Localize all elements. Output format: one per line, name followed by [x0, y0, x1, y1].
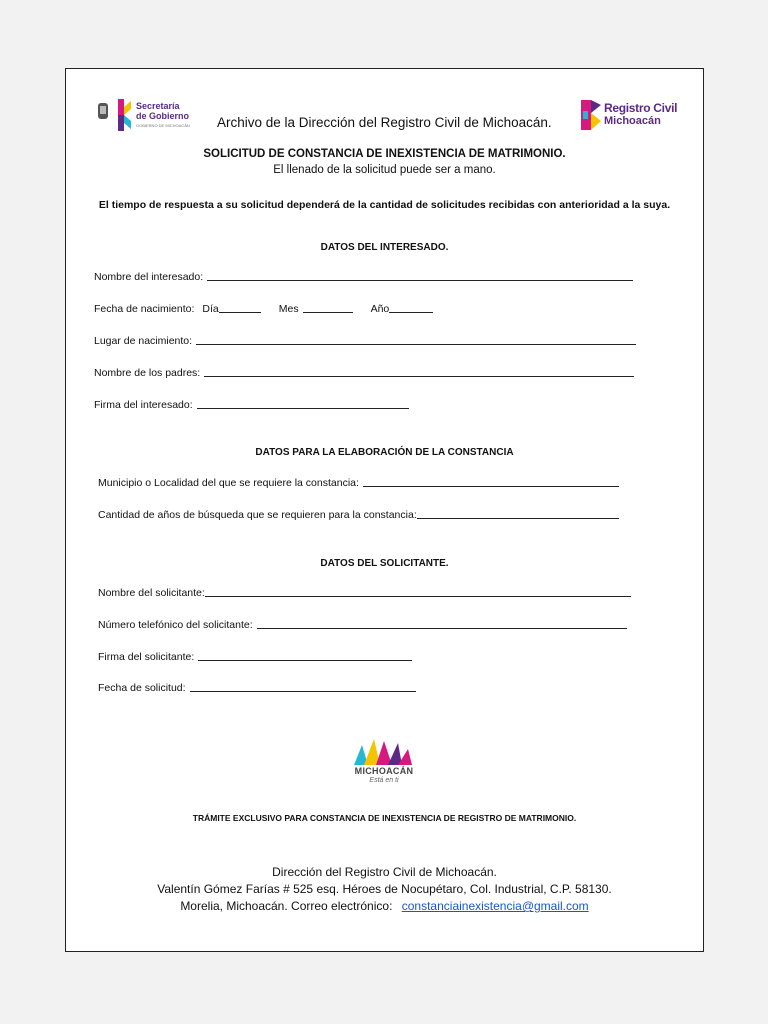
field-telefono-solicitante[interactable] [98, 619, 627, 631]
michoacan-logo [344, 737, 424, 789]
line-telefono-solicitante[interactable] [257, 628, 627, 629]
footer-email-link[interactable]: constanciainexistencia@gmail.com [401, 899, 589, 913]
label-mes: Mes [278, 303, 299, 315]
form-page [65, 68, 704, 952]
line-anios-busqueda[interactable] [417, 518, 619, 519]
line-mes[interactable] [303, 312, 353, 313]
registro-brand-icon [580, 99, 602, 133]
label-anios-busqueda: Cantidad de años de búsqueda que se requieren para la constancia: [98, 509, 417, 521]
registro-civil-logo [580, 99, 680, 135]
response-time-notice: El tiempo de respuesta a su solicitud dependerá de la cantidad de solicitudes recibidas con anterioridad a la suya. [98, 199, 671, 211]
label-nombre-solicitante: Nombre del solicitante: [98, 587, 205, 599]
state-seal-icon [96, 101, 110, 125]
secretaria-logo [96, 97, 206, 139]
secretaria-line2: de Gobierno [136, 111, 190, 121]
field-lugar-nacimiento[interactable] [94, 335, 636, 347]
archive-title: Archivo de la Dirección del Registro Civil de Michoacán. [217, 115, 552, 130]
line-fecha-solicitud[interactable] [190, 691, 416, 692]
form-title: SOLICITUD DE CONSTANCIA DE INEXISTENCIA DE MATRIMONIO. [203, 148, 566, 160]
field-anios-busqueda[interactable] [98, 509, 619, 521]
secretaria-small: GOBIERNO DE MICHOACÁN [136, 123, 190, 128]
footer-line1: Dirección del Registro Civil de Michoacán. [272, 865, 497, 879]
field-firma-solicitante[interactable] [98, 651, 412, 663]
section-heading-constancia: DATOS PARA LA ELABORACIÓN DE LA CONSTANCIA [255, 447, 514, 458]
secretaria-brand-icon [116, 97, 132, 133]
line-firma-solicitante[interactable] [198, 660, 412, 661]
label-lugar-nacimiento: Lugar de nacimiento: [94, 335, 193, 347]
field-nombre-padres[interactable] [94, 367, 634, 379]
field-nombre-solicitante[interactable] [98, 587, 631, 599]
section-heading-solicitante: DATOS DEL SOLICITANTE. [320, 558, 449, 569]
secretaria-line1: Secretaría [136, 101, 180, 111]
label-fecha-solicitud: Fecha de solicitud: [98, 682, 186, 694]
section-heading-interesado: DATOS DEL INTERESADO. [320, 242, 449, 253]
label-municipio: Municipio o Localidad del que se requiere la constancia: [98, 477, 359, 489]
field-municipio[interactable] [98, 477, 619, 489]
line-dia[interactable] [219, 312, 261, 313]
field-firma-interesado[interactable] [94, 399, 409, 411]
line-municipio[interactable] [363, 486, 619, 487]
label-dia: Día [202, 303, 219, 315]
field-fecha-solicitud[interactable] [98, 682, 416, 694]
label-firma-interesado: Firma del interesado: [94, 399, 193, 411]
footer-location: Morelia, Michoacán. Correo electrónico: [180, 899, 393, 913]
line-nombre-interesado[interactable] [207, 280, 633, 281]
line-anio[interactable] [389, 312, 433, 313]
label-nombre-padres: Nombre de los padres: [94, 367, 201, 379]
registro-line1: Registro Civil [604, 101, 678, 115]
michoacan-crown-icon [344, 737, 424, 767]
field-fecha-nacimiento[interactable] [94, 303, 433, 315]
registro-line2: Michoacán [604, 115, 661, 127]
line-firma-interesado[interactable] [197, 408, 409, 409]
field-nombre-interesado[interactable] [94, 271, 633, 283]
label-anio: Año [370, 303, 390, 315]
michoacan-tagline: Está en ti [369, 777, 399, 784]
label-nombre-interesado: Nombre del interesado: [94, 271, 204, 283]
line-lugar-nacimiento[interactable] [196, 344, 636, 345]
label-fecha-nacimiento: Fecha de nacimiento: [94, 303, 195, 315]
exclusive-notice: TRÁMITE EXCLUSIVO PARA CONSTANCIA DE INEXISTENCIA DE REGISTRO DE MATRIMONIO. [192, 813, 577, 823]
footer-line3 [66, 899, 703, 913]
footer-line2: Valentín Gómez Farías # 525 esq. Héroes de Nocupétaro, Col. Industrial, C.P. 58130. [157, 882, 612, 896]
line-nombre-solicitante[interactable] [205, 596, 631, 597]
label-firma-solicitante: Firma del solicitante: [98, 651, 195, 663]
michoacan-name: MICHOACÁN [354, 766, 414, 776]
form-subtitle: El llenado de la solicitud puede ser a mano. [273, 164, 496, 176]
line-nombre-padres[interactable] [204, 376, 634, 377]
label-telefono-solicitante: Número telefónico del solicitante: [98, 619, 253, 631]
